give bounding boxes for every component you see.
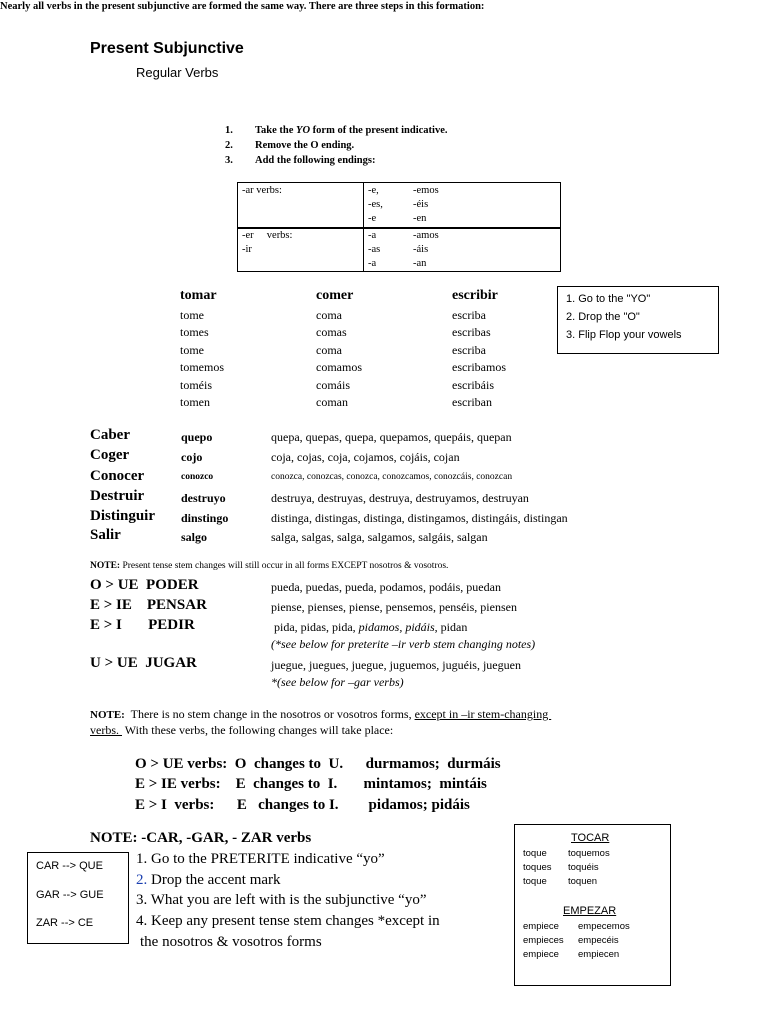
irregular-forms: distinga, distingas, distinga, distingamos, distingáis, distingan	[271, 511, 568, 525]
intro-step: 2. Remove the O ending.	[225, 140, 355, 151]
table-cell-ar-singular: -e, -es, -e	[368, 185, 383, 224]
conj-form: tomen	[180, 395, 210, 409]
conj-heading: comer	[316, 288, 354, 303]
conj-form: escribas	[452, 325, 491, 339]
conj-form: escribamos	[452, 360, 506, 374]
irregular-yo-form: cojo	[181, 450, 203, 464]
example-form: toques	[523, 862, 552, 873]
table-cell-er-ir-label: -er verbs: -ir	[242, 230, 293, 255]
ir-rule: E > I verbs: E changes to I. pidamos; pidáis	[135, 797, 470, 813]
conj-form: escribáis	[452, 378, 494, 392]
stem-change-label: O > UE PODER	[90, 577, 199, 593]
conj-form: escriban	[452, 395, 492, 409]
page-subtitle: Regular Verbs	[136, 65, 219, 80]
example-form: toquemos	[568, 848, 610, 859]
car-gar-zar-box	[27, 852, 129, 944]
conj-heading: escribir	[452, 288, 498, 303]
stem-change-forms: pueda, puedas, pueda, podamos, podáis, puedan	[271, 580, 501, 594]
example-form: empiecen	[578, 949, 620, 960]
conj-form: toméis	[180, 378, 212, 392]
steps-box-item: 1. Go to the "YO"	[566, 293, 651, 305]
example-form: toquen	[568, 876, 598, 887]
car-step: 2. Drop the accent mark	[136, 872, 281, 888]
endings-table	[237, 182, 561, 272]
intro-step: 1. Take the YO form of the present indicative.	[225, 125, 448, 136]
conj-form: escriba	[452, 308, 486, 322]
intro-step: 3. Add the following endings:	[225, 155, 376, 166]
table-cell-er-ir-plural: -amos -áis -an	[413, 230, 439, 269]
ir-rule: E > IE verbs: E changes to I. mintamos; mintáis	[135, 776, 487, 792]
irregular-forms: coja, cojas, coja, cojamos, cojáis, cojan	[271, 450, 460, 464]
example-form: empecemos	[578, 921, 630, 932]
car-box-item: GAR --> GUE	[36, 889, 104, 901]
irregular-forms: salga, salgas, salga, salgamos, salgáis, salgan	[271, 530, 488, 544]
example-form: empieces	[523, 935, 564, 946]
steps-box-item: 2. Drop the "O"	[566, 311, 640, 323]
example-form: toquéis	[568, 862, 599, 873]
note-ir-verbs-cont: verbs. With these verbs, the following changes will take place:	[90, 723, 394, 737]
irregular-forms: destruya, destruyas, destruya, destruyamos, destruyan	[271, 491, 529, 505]
car-box-item: CAR --> QUE	[36, 860, 103, 872]
page-title: Present Subjunctive	[90, 40, 244, 57]
example-title-tocar: TOCAR	[571, 832, 610, 844]
example-form: toque	[523, 876, 547, 887]
irregular-yo-form: salgo	[181, 530, 208, 544]
irregular-verb: Caber	[90, 427, 130, 443]
irregular-forms: quepa, quepas, quepa, quepamos, quepáis, quepan	[271, 430, 512, 444]
irregular-verb: Distinguir	[90, 508, 156, 524]
examples-box	[514, 824, 671, 986]
stem-change-label: E > I PEDIR	[90, 617, 195, 633]
irregular-yo-form: dinstingo	[181, 511, 229, 525]
irregular-verb: Destruir	[90, 488, 145, 504]
irregular-yo-form: quepo	[181, 430, 213, 444]
stem-change-forms: juegue, juegues, juegue, juguemos, juguéis, jueguen	[271, 658, 521, 672]
stem-change-note: *(see below for –gar verbs)	[271, 675, 404, 689]
stem-change-forms: piense, pienses, piense, pensemos, penséis, piensen	[271, 600, 517, 614]
note-ir-verbs: NOTE: There is no stem change in the nosotros or vosotros forms, except in –ir stem-changing	[90, 707, 552, 721]
irregular-verb: Coger	[90, 447, 130, 463]
stem-change-forms: pida, pidas, pida, pidamos, pidáis, pidan	[271, 620, 468, 634]
conj-form: tomes	[180, 325, 209, 339]
car-step: 1. Go to the PRETERITE indicative “yo”	[136, 851, 385, 867]
stem-change-label: E > IE PENSAR	[90, 597, 207, 613]
ir-rule: O > UE verbs: O changes to U. durmamos; durmáis	[135, 756, 501, 772]
stem-change-note: (*see below for preterite –ir verb stem changing notes)	[271, 637, 536, 651]
table-cell-er-ir-singular: -a -as -a	[368, 230, 381, 269]
table-cell-ar-plural: -emos -éis -en	[413, 185, 439, 224]
conj-form: comamos	[316, 360, 362, 374]
car-step: 3. What you are left with is the subjunctive “yo”	[136, 892, 427, 908]
conj-form: escriba	[452, 343, 486, 357]
conj-form: tomemos	[180, 360, 224, 374]
example-form: empiece	[523, 949, 559, 960]
example-title-empezar: EMPEZAR	[563, 905, 617, 917]
irregular-yo-form: conozco	[181, 472, 214, 482]
conj-form: coma	[316, 308, 342, 322]
example-form: empiece	[523, 921, 559, 932]
intro-text: Nearly all verbs in the present subjunctive are formed the same way. There are three steps in this formation:	[0, 1, 485, 12]
steps-box	[557, 286, 719, 354]
conj-form: tome	[180, 308, 204, 322]
conj-heading: tomar	[180, 288, 217, 303]
irregular-verb: Conocer	[90, 468, 145, 484]
irregular-yo-form: destruyo	[181, 491, 226, 505]
conj-form: tome	[180, 343, 204, 357]
car-box-item: ZAR --> CE	[36, 917, 94, 929]
conj-form: coma	[316, 343, 342, 357]
car-gar-zar-heading: NOTE: -CAR, -GAR, - ZAR verbs	[90, 830, 312, 846]
conj-form: coman	[316, 395, 348, 409]
irregular-forms: conozca, conozcas, conozca, conozcamos, conozcáis, conozcan	[271, 472, 513, 482]
car-step-continuation: the nosotros & vosotros forms	[140, 934, 322, 950]
stem-change-label: U > UE JUGAR	[90, 655, 197, 671]
conj-form: comas	[316, 325, 347, 339]
conj-form: comáis	[316, 378, 350, 392]
irregular-verb: Salir	[90, 527, 121, 543]
steps-box-item: 3. Flip Flop your vowels	[566, 329, 682, 341]
example-form: toque	[523, 848, 547, 859]
example-form: empecéis	[578, 935, 619, 946]
note-stem-changes: NOTE: Present tense stem changes will still occur in all forms EXCEPT nosotros & vosotros.	[90, 561, 449, 571]
table-cell-ar-label: -ar verbs:	[242, 185, 282, 196]
car-step: 4. Keep any present tense stem changes *except in	[136, 913, 440, 929]
